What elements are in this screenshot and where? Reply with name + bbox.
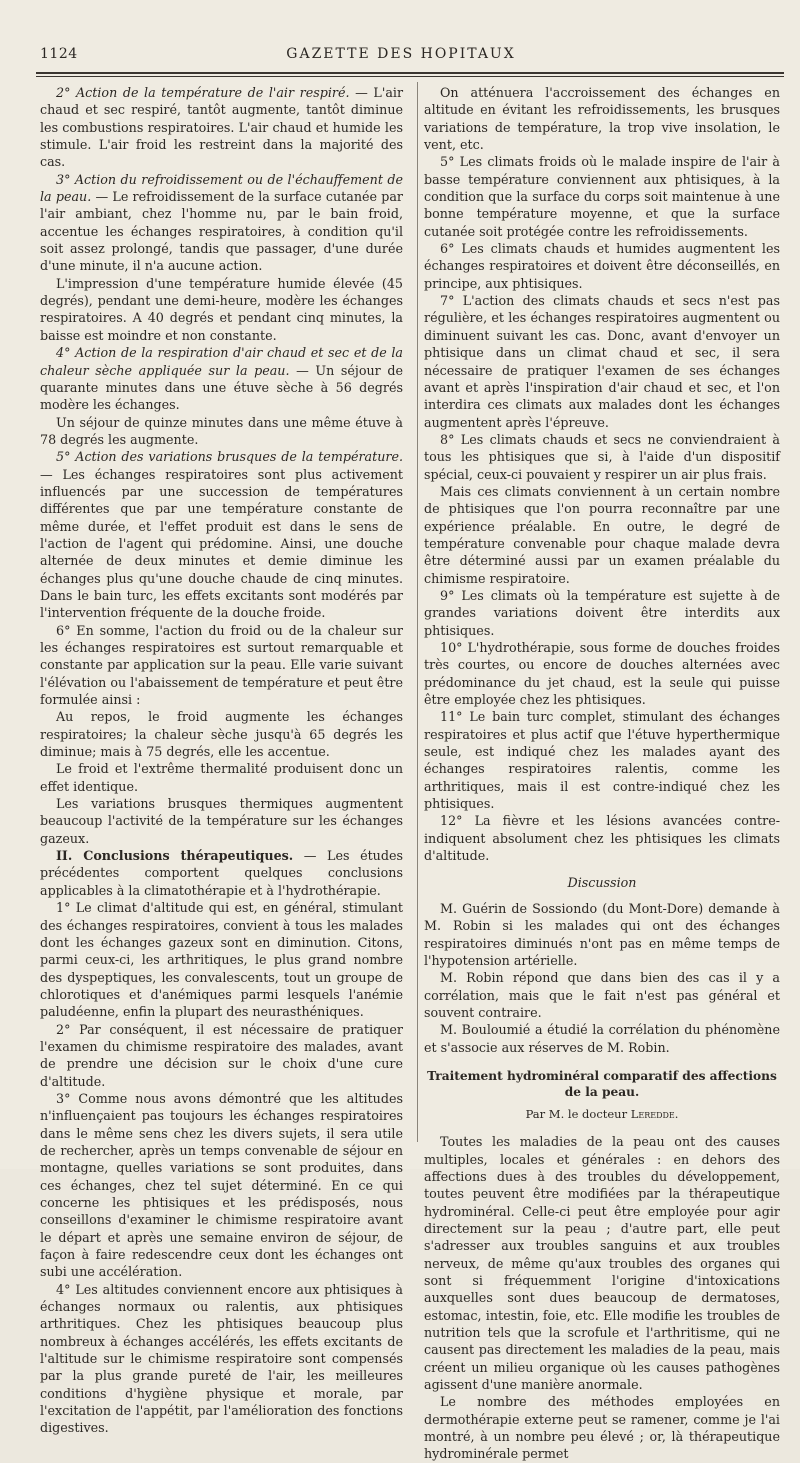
left-column bbox=[40, 84, 403, 1437]
section-heading: 4° Action de la respiration d'air chaud et sec et de la chaleur sèche appliquée sur la peau. bbox=[40, 345, 403, 378]
article-title: Traitement hydrominéral comparatif des affections de la peau. bbox=[427, 1068, 777, 1099]
paragraph: M. Bouloumié a étudié la corrélation du phénomène et s'associe aux réserves de M. Robin. bbox=[424, 1022, 780, 1055]
paragraph-text: — Le refroidissement de la surface cutanée par l'air ambiant, chez l'homme nu, par le bain froid, accentue les échanges respiratoires, à condition qu'il soit assez prolongé, tandis que passager, d'une durée d'une minute, il n'a aucune action. bbox=[40, 189, 403, 274]
paragraph: Au repos, le froid augmente les échanges respiratoires; la chaleur sèche jusqu'à 65 degrés les diminue; mais à 75 degrés, elle les accentue. bbox=[40, 709, 403, 760]
discussion-heading: Discussion bbox=[567, 875, 637, 891]
page-header bbox=[30, 46, 772, 66]
paragraph: Toutes les maladies de la peau ont des causes multiples, locales et générales : en dehors des affections dues à des troubles du développement, toutes peuvent être modifiées par la thérapeutique hydrominéral. Celle-ci peut être employée pour agir directement sur la peau ; d'autre part, elle peut s'adresser aux troubles sanguins et aux troubles nerveux, de même qu'aux troubles des organes qui sont si fréquemment l'origine d'intoxications auxquelles sont dues beaucoup de dermatoses, estomac, intestin, foie, etc. Elle modifie les troubles de nutrition tels que la scrofule et l'arthritisme, qui ne causent pas directement les maladies de la peau, mais créent un milieu organique où les causes pathogènes agissent d'une manière anormale. bbox=[424, 1134, 780, 1393]
column-separator bbox=[417, 82, 418, 1142]
section-heading: 2° Action de la température de l'air respiré. bbox=[56, 85, 350, 100]
paragraph bbox=[40, 344, 403, 413]
paragraph: 4° Les altitudes conviennent encore aux phtisiques à échanges normaux ou ralentis, aux phtisiques arthritiques. Chez les phtisiques beaucoup plus nombreux à échanges accélérés, les effets excitants de l'altitude sur le chimisme respiratoire sont compensés par la plus grande pureté de l'air, les meilleures conditions d'hygiène physique et morale, par l'excitation de l'appétit, par l'amélioration des fonctions digestives. bbox=[40, 1281, 403, 1436]
paragraph: Le froid et l'extrême thermalité produisent donc un effet identique. bbox=[40, 761, 403, 794]
paragraph: 7° L'action des climats chauds et secs n'est pas régulière, et les échanges respiratoires augmentent ou diminuent suivant les cas. Donc, avant d'envoyer un phtisique dans un climat chaud et sec, il sera nécessaire de pratiquer l'examen de ses échanges avant et après l'inspiration d'air chaud et sec, et l'on interdira ces climats aux malades dont les échanges augmentent après l'épreuve. bbox=[424, 293, 780, 430]
paragraph: 6° En somme, l'action du froid ou de la chaleur sur les échanges respiratoires est surtout remarquable et constante par application sur la peau. Elle varie suivant l'élévation ou l'abaissement de température et peut être formulée ainsi : bbox=[40, 622, 403, 708]
paragraph: 6° Les climats chauds et humides augmentent les échanges respiratoires et doivent être déconseillés, en principe, aux phtisiques. bbox=[424, 241, 780, 291]
paragraph: Les variations brusques thermiques augmentent beaucoup l'activité de la température sur les échanges gazeux. bbox=[40, 796, 403, 846]
header-rule-thick bbox=[36, 72, 784, 74]
section-heading: II. Conclusions thérapeutiques. bbox=[56, 848, 294, 864]
paragraph bbox=[40, 171, 403, 275]
paragraph: Mais ces climats conviennent à un certain nombre de phtisiques que l'on pourra reconnaître par une expérience préalable. En outre, le degré de température convenable pour chaque malade devra être déterminé aussi par un examen préalable du chimisme respiratoire. bbox=[424, 483, 780, 586]
paragraph-text: — Un séjour de quarante minutes dans une étuve sèche à 56 degrés modère les échanges. bbox=[40, 362, 403, 413]
paragraph: 2° Par conséquent, il est nécessaire de pratiquer l'examen du chimisme respiratoire des malades, avant de prendre une décision sur le choix d'une cure d'altitude. bbox=[40, 1021, 403, 1089]
right-column bbox=[424, 84, 780, 1463]
article-byline bbox=[424, 1106, 780, 1123]
paragraph: 12° La fièvre et les lésions avancées contre-indiquent absolument chez les phtisiques les climats d'altitude. bbox=[424, 813, 780, 864]
paragraph: 5° Les climats froids où le malade inspire de l'air à basse température conviennent aux phtisiques, à la condition que la surface du corps soit maintenue à une bonne température moyenne, et que la surface cutanée soit protégée contre les refroidissements. bbox=[424, 154, 780, 239]
author-name: Leredde. bbox=[630, 1106, 679, 1121]
section-heading: 5° Action des variations brusques de la température. bbox=[56, 449, 403, 465]
paragraph: 3° Comme nous avons démontré que les altitudes n'influençaient pas toujours les échanges respiratoires dans le même sens chez les divers sujets, il sera utile de rechercher, après un temps convenable de séjour en montagne, quelles variations se sont produites, dans ces échanges, chez tel sujet déterminé. En ce qui concerne les phtisiques et les prédisposés, nous conseillons d'examiner le chimisme respiratoire avant le départ et après une semaine environ de séjour, de façon à faire redescendre ceux dont les échanges ont subi une accélération. bbox=[40, 1090, 403, 1280]
paragraph bbox=[40, 448, 403, 621]
paragraph: L'impression d'une température humide élevée (45 degrés), pendant une demi-heure, modère les échanges respiratoires. A 40 degrés et pendant cinq minutes, la baisse est moindre et non constante. bbox=[40, 275, 403, 343]
paragraph: M. Robin répond que dans bien des cas il y a corrélation, mais que le fait n'est pas général et souvent contraire. bbox=[424, 970, 780, 1020]
paragraph: 1° Le climat d'altitude qui est, en général, stimulant des échanges respiratoires, convient à tous les malades dont les échanges gazeux sont en diminution. Citons, parmi ceux-ci, les arthritiques, le plus grand nombre des dyspeptiques, les convalescents, tout un groupe de chlorotiques et d'anémiques parmi lesquels l'anémie paludéenne, enfin la plupart des neurasthéniques. bbox=[40, 900, 403, 1020]
byline-prefix: Par M. le docteur bbox=[525, 1106, 631, 1121]
paragraph bbox=[40, 84, 403, 171]
paragraph-text: — Les échanges respiratoires sont plus activement influencés par une succession de températures différentes que par une température constante de même durée, et l'effet produit est dans le sens de l'action de l'agent qui prédomine. Ainsi, une douche alternée de deux minutes et demie diminue les échanges plus qu'une douche chaude de cinq minutes. Dans le bain turc, les effets excitants sont modérés par l'intervention fréquente de la douche froide. bbox=[40, 466, 403, 621]
paragraph bbox=[40, 847, 403, 899]
paragraph: 11° Le bain turc complet, stimulant des échanges respiratoires et plus actif que l'étuve hyperthermique seule, est indiqué chez les malades ayant des échanges respiratoires ralentis, comme les arthritiques, mais il est contre-indiqué chez les phtisiques. bbox=[424, 709, 780, 812]
paragraph: Le nombre des méthodes employées en dermothérapie externe peut se ramener, comme je l'ai montré, à un nombre peu élevé ; or, là thérapeutique hydrominérale permet bbox=[424, 1394, 780, 1462]
page-number: 1124 bbox=[40, 46, 78, 62]
paragraph: 8° Les climats chauds et secs ne conviendraient à tous les phtisiques que si, à l'aide d'un dispositif spécial, ceux-ci pouvaient y respirer un air plus frais. bbox=[424, 431, 780, 482]
paragraph-text: — Les études précédentes comportent quelques conclusions applicables à la climatothérapie et à l'hydrothérapie. bbox=[40, 848, 403, 898]
paragraph: On atténuera l'accroissement des échanges en altitude en évitant les refroidissements, les brusques variations de température, la trop vive insolation, le vent, etc. bbox=[424, 85, 780, 153]
paragraph: 10° L'hydrothérapie, sous forme de douches froides très courtes, ou encore de douches alternées avec prédominance du jet chaud, est la seule qui puisse être employée chez les phtisiques. bbox=[424, 640, 780, 708]
journal-title: GAZETTE DES HOPITAUX bbox=[286, 46, 516, 62]
paragraph: M. Guérin de Sossiondo (du Mont-Dore) demande à M. Robin si les malades qui ont des échanges respiratoires diminués n'ont pas en même temps de l'hypotension artérielle. bbox=[424, 900, 780, 968]
paragraph: Un séjour de quinze minutes dans une même étuve à 78 degrés les augmente. bbox=[40, 414, 403, 447]
paragraph-text: — L'air chaud et sec respiré, tantôt augmente, tantôt diminue les combustions respiratoires. L'air chaud et humide les stimule. L'air froid les restreint dans la majorité des cas. bbox=[40, 85, 404, 170]
header-rule-thin bbox=[36, 76, 784, 77]
paragraph: 9° Les climats où la température est sujette à de grandes variations doivent être interdits aux phtisiques. bbox=[424, 587, 780, 638]
section-heading: 3° Action du refroidissement ou de l'échauffement de la peau. bbox=[40, 171, 403, 205]
